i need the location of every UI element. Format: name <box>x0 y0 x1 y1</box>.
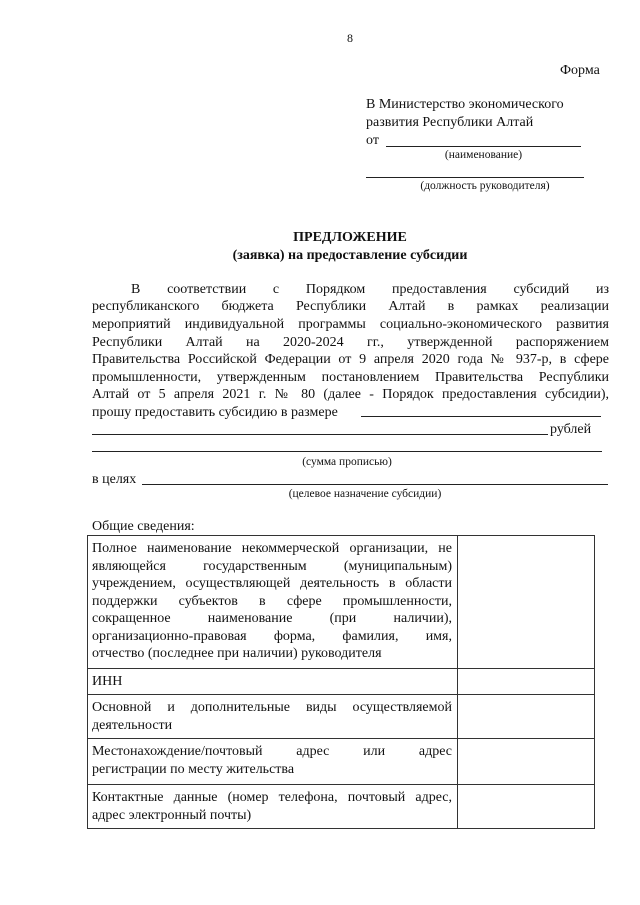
document-subtitle: (заявка) на предоставление субсидии <box>232 248 468 263</box>
recipient-from-label: от <box>366 133 379 148</box>
table-row <box>88 536 595 669</box>
table-cell-value[interactable] <box>458 669 595 695</box>
table-row <box>88 739 595 785</box>
body-line-6: промышленности, утвержденным постановлением Правительства Республики <box>92 370 609 385</box>
general-info-heading: Общие сведения: <box>92 519 195 534</box>
table-row <box>88 695 595 739</box>
purpose-label: в целях <box>92 472 137 487</box>
request-text: прошу предоставить субсидию в размере <box>92 405 338 420</box>
row-5-line-1: Контактные данные (номер телефона, почтовый адрес, <box>92 790 452 805</box>
table-cell-value[interactable] <box>458 536 595 669</box>
table-row <box>88 785 595 829</box>
table-cell-label <box>88 739 458 785</box>
table-cell-label <box>88 536 458 669</box>
body-line-7: Алтай от 5 апреля 2021 г. № 80 (далее - Порядок предоставления субсидии), <box>92 387 609 402</box>
row-3-line-2: деятельности <box>92 717 173 733</box>
row-1-line-2: являющейся государственным (муниципальным) <box>92 558 452 574</box>
recipient-line-1: В Министерство экономического <box>366 97 564 112</box>
body-line-4: Республики Алтай на 2020-2024 гг., утвержденной распоряжением <box>92 335 609 350</box>
recipient-position-field[interactable] <box>366 177 584 178</box>
body-line-1: В соответствии с Порядком предоставления субсидий из <box>131 282 609 297</box>
table-row <box>88 669 595 695</box>
body-line-2: республиканского бюджета Республики Алтай в рамках реализации <box>92 299 609 314</box>
row-4-line-1: Местонахождение/почтовый адрес или адрес <box>92 744 452 759</box>
form-label: Форма <box>560 63 600 78</box>
amount-field-line-1[interactable] <box>361 416 601 417</box>
amount-field-line-3[interactable] <box>92 451 602 452</box>
recipient-name-field[interactable] <box>386 146 581 147</box>
recipient-position-caption: (должность руководителя) <box>420 180 550 192</box>
row-1-line-7: отчество (последнее при наличии) руководителя <box>92 646 382 661</box>
purpose-caption: (целевое назначение субсидии) <box>288 488 442 500</box>
general-info-table <box>87 535 595 829</box>
row-1-line-1: Полное наименование некоммерческой организации, не <box>92 541 452 556</box>
table-cell-label <box>88 669 458 695</box>
row-4-line-2: регистрации по месту жительства <box>92 761 295 777</box>
recipient-name-caption: (наименование) <box>444 149 523 161</box>
amount-field-line-2[interactable] <box>92 434 548 435</box>
table-cell-value[interactable] <box>458 785 595 829</box>
row-1-line-4: поддержки субъектов в сфере промышленности, <box>92 593 452 609</box>
table-cell-label <box>88 785 458 829</box>
row-3-line-1: Основной и дополнительные виды осуществляемой <box>92 700 452 715</box>
row-1-line-6: организационно-правовая форма, фамилия, имя, <box>92 628 452 644</box>
table-cell-value[interactable] <box>458 695 595 739</box>
amount-caption: (сумма прописью) <box>302 456 392 468</box>
table-cell-value[interactable] <box>458 739 595 785</box>
body-line-3: мероприятий индивидуальной программы социально-экономического развития <box>92 317 609 332</box>
body-line-5: Правительства Российской Федерации от 9 апреля 2020 года № 937-р, в сфере <box>92 352 609 367</box>
row-1-line-3: учреждением, осуществляющей деятельность в области <box>92 576 452 591</box>
row-5-line-2: адрес электронный почты) <box>92 807 252 823</box>
table-cell-label <box>88 695 458 739</box>
purpose-field[interactable] <box>142 484 608 485</box>
rubles-label: рублей <box>550 422 592 437</box>
row-1-line-5: сокращенное наименование (при наличии), <box>92 611 452 626</box>
page-number: 8 <box>347 31 353 45</box>
row-2-line-1: ИНН <box>92 674 123 689</box>
recipient-line-2: развития Республики Алтай <box>366 115 534 130</box>
document-title: ПРЕДЛОЖЕНИЕ <box>293 230 407 245</box>
